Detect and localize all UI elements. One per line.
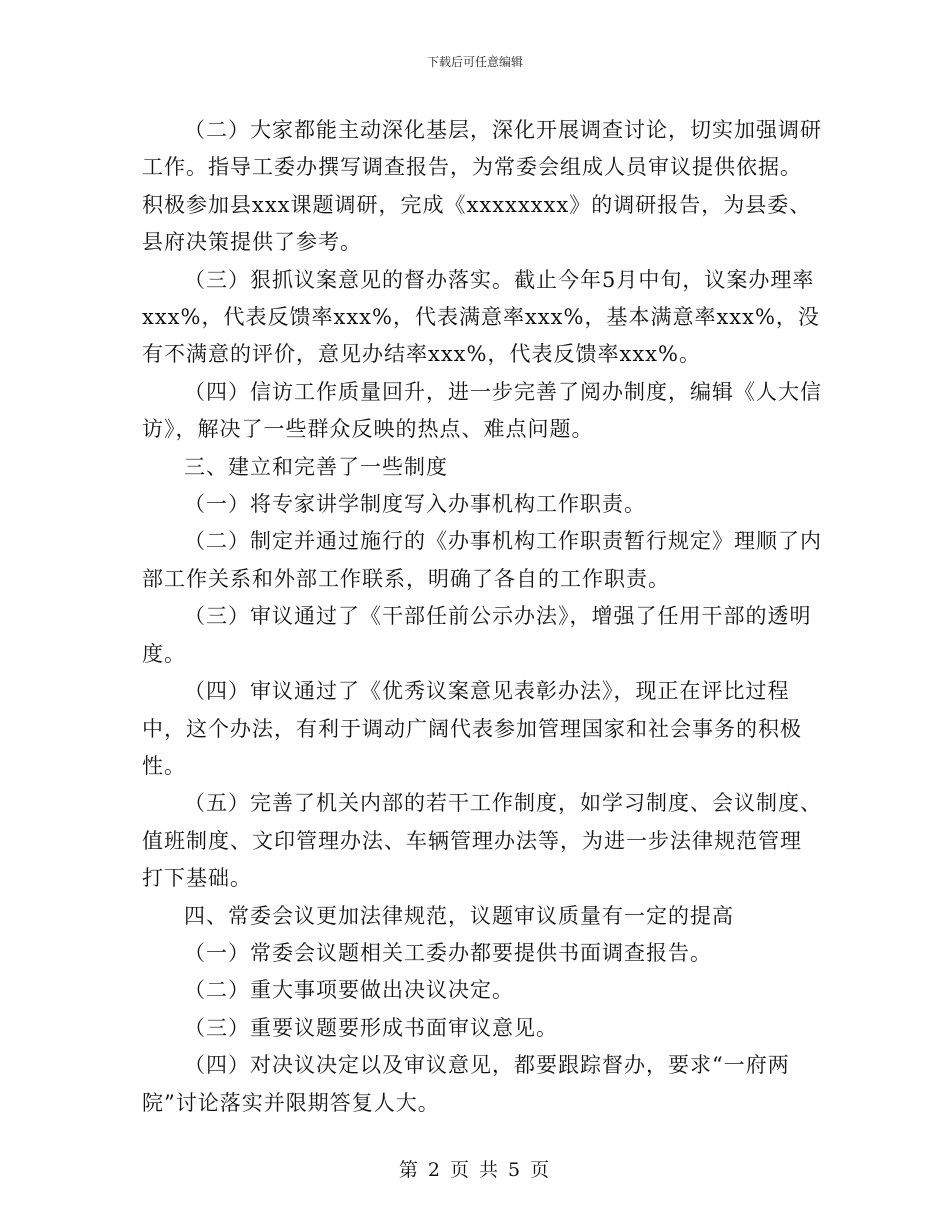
paragraph: （四）审议通过了《优秀议案意见表彰办法》，现正在评比过程中，这个办法，有利于调动广阔代表参加管理国家和社会事务的积极性。 (142, 679, 802, 778)
page-header-note: 下载后可任意编辑 (426, 55, 523, 69)
paragraph: （三）狠抓议案意见的督办落实。截止今年5月中旬，议案办理率xxx%，代表反馈率xxx%，代表满意率xxx%，基本满意率xxx%，没有不满意的评价，意见办结率xxx%，代表反馈率xxx%。 (142, 267, 820, 367)
paragraph: （四）信访工作质量回升，进一步完善了阅办制度，编辑《人大信访》，解决了一些群众反映的热点、难点问题。 (142, 379, 822, 442)
document-body (142, 112, 822, 1122)
paragraph: （四）对决议决定以及审议意见，都要跟踪督办，要求“一府两院”讨论落实并限期答复人大。 (142, 1053, 790, 1115)
paragraph: （一）常委会议题相关工委办都要提供书面调查报告。 (184, 940, 712, 965)
paragraph: （二）制定并通过施行的《办事机构工作职责暂行规定》理顺了内部工作关系和外部工作联系，明确了各自的工作职责。 (142, 529, 822, 591)
paragraph: （三）审议通过了《干部任前公示办法》，增强了任用干部的透明度。 (142, 604, 812, 666)
page-number-footer: 第 2 页 共 5 页 (398, 1159, 552, 1181)
section-heading: 三、建立和完善了一些制度 (184, 454, 448, 479)
paragraph: （二）大家都能主动深化基层，深化开展调查讨论，切实加强调研工作。指导工委办撰写调查报告，为常委会组成人员审议提供依据。积极参加县xxx课题调研，完成《xxxxxxxx》的调研报告，为县委、县府决策提供了参考。 (142, 118, 822, 255)
section-heading: 四、常委会议更加法律规范，议题审议质量有一定的提高 (184, 903, 734, 928)
paragraph: （五）完善了机关内部的若干工作制度，如学习制度、会议制度、值班制度、文印管理办法、车辆管理办法等，为进一步法律规范管理打下基础。 (142, 791, 822, 891)
paragraph: （一）将专家讲学制度写入办事机构工作职责。 (184, 492, 646, 517)
paragraph: （三）重要议题要形成书面审议意见。 (184, 1015, 558, 1040)
paragraph: （二）重大事项要做出决议决定。 (184, 978, 514, 1003)
